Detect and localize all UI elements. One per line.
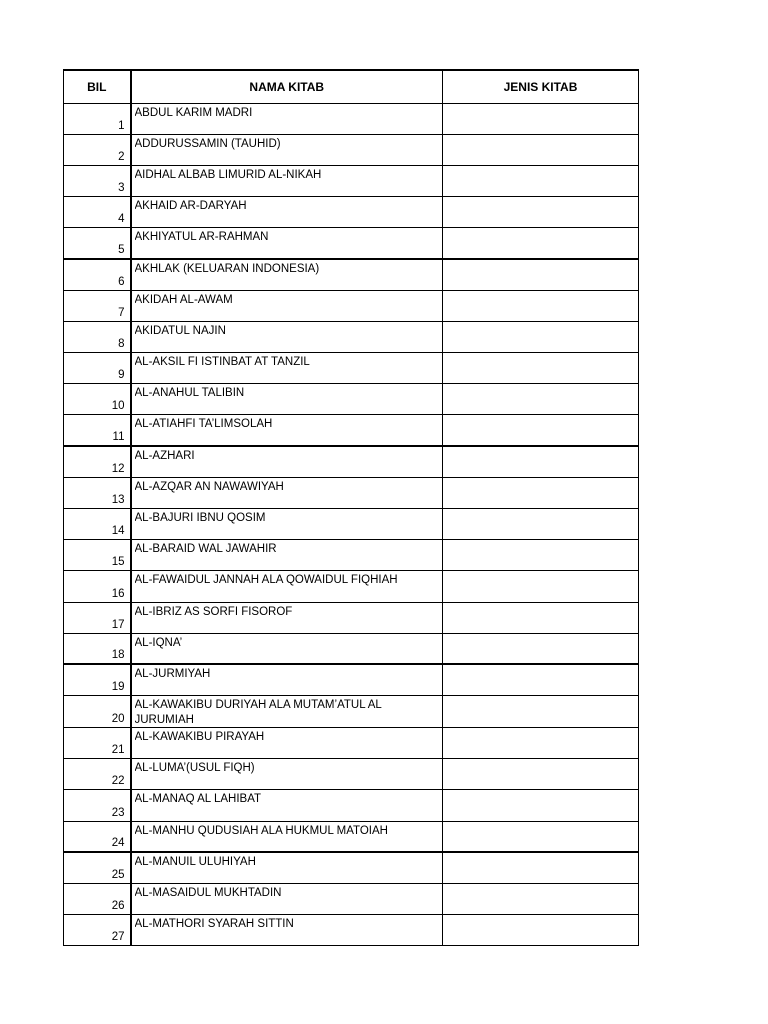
table-row — [64, 790, 639, 821]
table-row — [64, 134, 639, 165]
cell-nama-kitab — [131, 915, 443, 946]
cell-jenis-kitab — [443, 602, 639, 633]
cell-jenis-kitab — [443, 477, 639, 508]
cell-nama-kitab — [131, 664, 443, 695]
header-nama-kitab: NAMA KITAB — [131, 70, 443, 103]
cell-jenis-kitab — [443, 259, 639, 290]
cell-bil: 9 — [64, 353, 131, 384]
nama-kitab-text: AKIDAH AL-AWAM — [134, 293, 233, 306]
table-row — [64, 759, 639, 790]
cell-nama-kitab — [131, 197, 443, 228]
nama-kitab-text: AL-ANAHUL TALIBIN — [134, 387, 245, 400]
header-jenis-kitab: JENIS KITAB — [443, 70, 639, 103]
cell-bil: 23 — [64, 790, 131, 821]
nama-kitab-text: AL-MASAIDUL MUKHTADIN — [134, 887, 282, 899]
table-row — [64, 915, 639, 946]
table-row — [64, 228, 639, 259]
nama-kitab-text: AL-KAWAKIBU PIRAYAH — [134, 731, 265, 744]
nama-kitab-text: AL-ATIAHFI TA’LIMSOLAH — [134, 418, 273, 431]
table-body — [64, 103, 639, 946]
table-row — [64, 321, 639, 352]
cell-bil: 21 — [64, 728, 131, 759]
cell-jenis-kitab — [443, 508, 639, 539]
cell-nama-kitab — [131, 821, 443, 852]
nama-kitab-text: AL-FAWAIDUL JANNAH ALA QOWAIDUL FIQHIAH — [134, 574, 398, 587]
cell-nama-kitab — [131, 290, 443, 321]
cell-bil: 24 — [64, 821, 131, 852]
cell-jenis-kitab — [443, 197, 639, 228]
cell-jenis-kitab — [443, 165, 639, 196]
cell-jenis-kitab — [443, 571, 639, 602]
cell-jenis-kitab — [443, 290, 639, 321]
table-row — [64, 540, 639, 571]
cell-nama-kitab — [131, 321, 443, 352]
nama-kitab-text: AL-MANAQ AL LAHIBAT — [134, 793, 262, 806]
cell-bil: 14 — [64, 508, 131, 539]
nama-kitab-text: AIDHAL ALBAB LIMURID AL-NIKAH — [134, 168, 322, 181]
table-row — [64, 852, 639, 883]
cell-bil: 12 — [64, 446, 131, 477]
cell-bil: 1 — [64, 103, 131, 134]
table-row — [64, 103, 639, 134]
cell-jenis-kitab — [443, 821, 639, 852]
table-row — [64, 602, 639, 633]
cell-bil: 2 — [64, 134, 131, 165]
cell-bil: 25 — [64, 852, 131, 883]
cell-bil: 20 — [64, 696, 131, 728]
cell-bil: 27 — [64, 915, 131, 946]
cell-nama-kitab — [131, 134, 443, 165]
cell-jenis-kitab — [443, 790, 639, 821]
cell-bil: 15 — [64, 540, 131, 571]
cell-jenis-kitab — [443, 446, 639, 477]
table-row — [64, 165, 639, 196]
cell-jenis-kitab — [443, 884, 639, 915]
cell-jenis-kitab — [443, 228, 639, 259]
nama-kitab-text: AL-AZHARI — [134, 450, 195, 463]
cell-jenis-kitab — [443, 415, 639, 446]
cell-bil: 19 — [64, 664, 131, 695]
nama-kitab-text: AL-BAJURI IBNU QOSIM — [134, 511, 266, 524]
cell-nama-kitab — [131, 259, 443, 290]
nama-kitab-text: AL-KAWAKIBU DURIYAH ALA MUTAM’ATUL AL JURUMIAH — [134, 699, 382, 727]
kitab-table-container — [63, 69, 639, 946]
cell-jenis-kitab — [443, 540, 639, 571]
nama-kitab-text: ABDUL KARIM MADRI — [134, 106, 253, 119]
nama-kitab-text: AKHIYATUL AR-RAHMAN — [134, 231, 269, 244]
table-row — [64, 197, 639, 228]
nama-kitab-text: ADDURUSSAMIN (TAUHID) — [134, 137, 281, 150]
cell-jenis-kitab — [443, 633, 639, 664]
table-header-row — [64, 70, 639, 103]
cell-nama-kitab — [131, 884, 443, 915]
nama-kitab-text: AKHAID AR-DARYAH — [134, 200, 247, 213]
table-row — [64, 728, 639, 759]
cell-jenis-kitab — [443, 134, 639, 165]
nama-kitab-text: AL-IBRIZ AS SORFI FISOROF — [134, 605, 293, 618]
table-row — [64, 290, 639, 321]
nama-kitab-text: AL-AKSIL FI ISTINBAT AT TANZIL — [134, 356, 310, 368]
cell-bil: 16 — [64, 571, 131, 602]
cell-jenis-kitab — [443, 321, 639, 352]
cell-jenis-kitab — [443, 103, 639, 134]
cell-bil: 7 — [64, 290, 131, 321]
table-row — [64, 446, 639, 477]
nama-kitab-text: AL-AZQAR AN NAWAWIYAH — [134, 480, 284, 493]
cell-nama-kitab — [131, 228, 443, 259]
cell-nama-kitab — [131, 571, 443, 602]
cell-nama-kitab — [131, 540, 443, 571]
nama-kitab-text: AL-LUMA’(USUL FIQH) — [134, 762, 255, 775]
table-row — [64, 571, 639, 602]
kitab-table — [63, 69, 639, 946]
nama-kitab-text: AKIDATUL NAJIN — [134, 324, 226, 337]
nama-kitab-text: AL-MANHU QUDUSIAH ALA HUKMUL MATOIAH — [134, 824, 388, 837]
cell-bil: 5 — [64, 228, 131, 259]
cell-nama-kitab — [131, 384, 443, 415]
cell-bil: 4 — [64, 197, 131, 228]
table-row — [64, 633, 639, 664]
cell-nama-kitab — [131, 446, 443, 477]
cell-bil: 18 — [64, 633, 131, 664]
cell-bil: 6 — [64, 259, 131, 290]
nama-kitab-text: AL-BARAID WAL JAWAHIR — [134, 543, 277, 556]
cell-jenis-kitab — [443, 852, 639, 883]
cell-jenis-kitab — [443, 759, 639, 790]
nama-kitab-text: AL-JURMIYAH — [134, 668, 211, 681]
cell-nama-kitab — [131, 353, 443, 384]
nama-kitab-text: AL-MATHORI SYARAH SITTIN — [134, 918, 294, 931]
cell-nama-kitab — [131, 759, 443, 790]
cell-nama-kitab — [131, 477, 443, 508]
cell-nama-kitab — [131, 852, 443, 883]
cell-nama-kitab — [131, 415, 443, 446]
nama-kitab-text: AL-IQNA’ — [134, 636, 183, 649]
header-bil: BIL — [64, 70, 131, 103]
cell-bil: 11 — [64, 415, 131, 446]
cell-jenis-kitab — [443, 915, 639, 946]
cell-jenis-kitab — [443, 728, 639, 759]
cell-bil: 17 — [64, 602, 131, 633]
cell-nama-kitab — [131, 728, 443, 759]
cell-jenis-kitab — [443, 384, 639, 415]
cell-nama-kitab — [131, 790, 443, 821]
cell-nama-kitab — [131, 165, 443, 196]
table-row — [64, 415, 639, 446]
cell-jenis-kitab — [443, 353, 639, 384]
cell-bil: 26 — [64, 884, 131, 915]
table-row — [64, 696, 639, 728]
table-row — [64, 259, 639, 290]
cell-bil: 8 — [64, 321, 131, 352]
table-row — [64, 664, 639, 695]
table-row — [64, 884, 639, 915]
cell-bil: 3 — [64, 165, 131, 196]
cell-nama-kitab — [131, 103, 443, 134]
table-row — [64, 384, 639, 415]
cell-nama-kitab — [131, 602, 443, 633]
cell-bil: 13 — [64, 477, 131, 508]
cell-jenis-kitab — [443, 664, 639, 695]
table-row — [64, 821, 639, 852]
cell-bil: 22 — [64, 759, 131, 790]
cell-nama-kitab — [131, 696, 443, 728]
table-row — [64, 477, 639, 508]
nama-kitab-text: AKHLAK (KELUARAN INDONESIA) — [134, 262, 320, 275]
cell-nama-kitab — [131, 633, 443, 664]
cell-nama-kitab — [131, 508, 443, 539]
cell-bil: 10 — [64, 384, 131, 415]
table-row — [64, 353, 639, 384]
table-row — [64, 508, 639, 539]
nama-kitab-text: AL-MANUIL ULUHIYAH — [134, 856, 256, 869]
cell-jenis-kitab — [443, 696, 639, 728]
